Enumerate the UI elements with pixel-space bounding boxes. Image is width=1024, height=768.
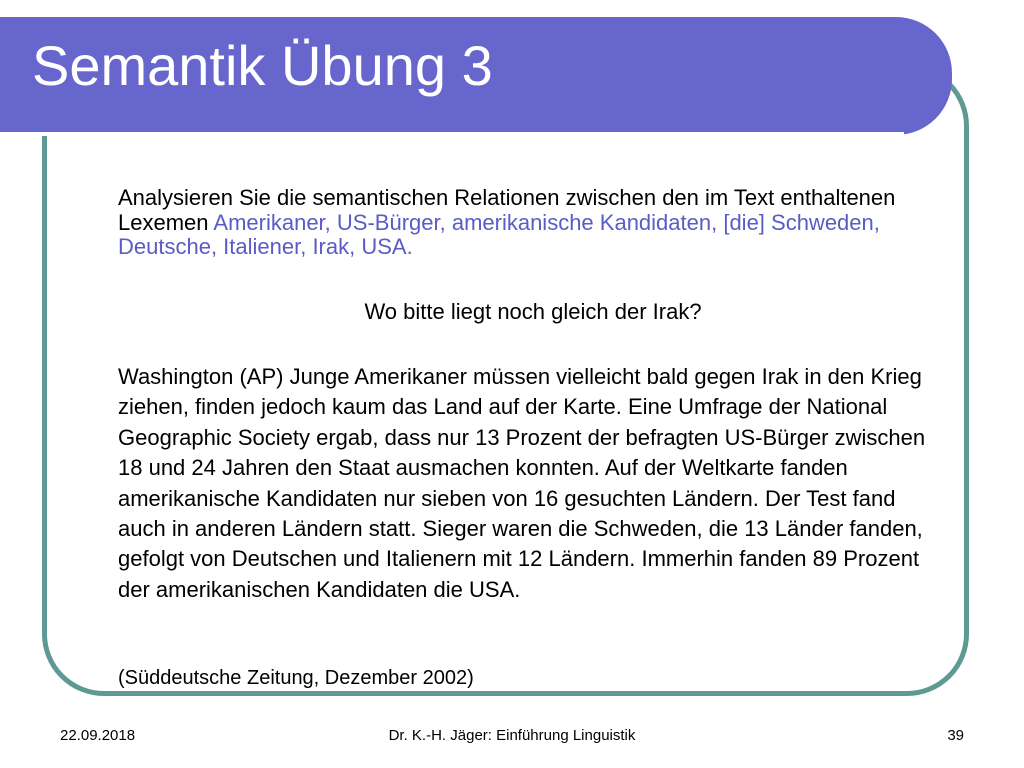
slide-title: Semantik Übung 3	[32, 34, 493, 97]
task-instruction	[118, 186, 948, 260]
title-underline	[0, 132, 904, 136]
article-source: (Süddeutsche Zeitung, Dezember 2002)	[118, 667, 474, 689]
footer-page-number: 39	[947, 727, 964, 744]
article-body: Washington (AP) Junge Amerikaner müssen vielleicht bald gegen Irak in den Krieg ziehen, finden jedoch kaum das Land auf der Karte. Eine Umfrage der National Geographic Society ergab, dass nur 13 Prozent der befragten US-Bürger zwischen 18 und 24 Jahren den Staat ausmachen konnten. Auf der Weltkarte fanden amerikanische Kandidaten nur sieben von 16 gesuchten Ländern. Der Test fand auch in anderen Ländern statt. Sieger waren die Schweden, die 13 Länder fanden, gefolgt von Deutschen und Italienern mit 12 Ländern. Immerhin fanden 89 Prozent der amerikanischen Kandidaten die USA.	[118, 364, 926, 602]
slide-content	[118, 185, 948, 689]
footer-author-course: Dr. K.-H. Jäger: Einführung Linguistik	[388, 727, 636, 744]
footer-date: 22.09.2018	[60, 727, 136, 744]
task-instruction-text: Analysieren Sie die semantischen Relationen zwischen den im Text enthaltenen Lexemen	[118, 185, 896, 235]
lexeme-list: Amerikaner, US-Bürger, amerikanische Kandidaten, [die] Schweden, Deutsche, Italiener, Irak, USA.	[118, 209, 880, 259]
article-headline: Wo bitte liegt noch gleich der Irak?	[364, 299, 702, 324]
